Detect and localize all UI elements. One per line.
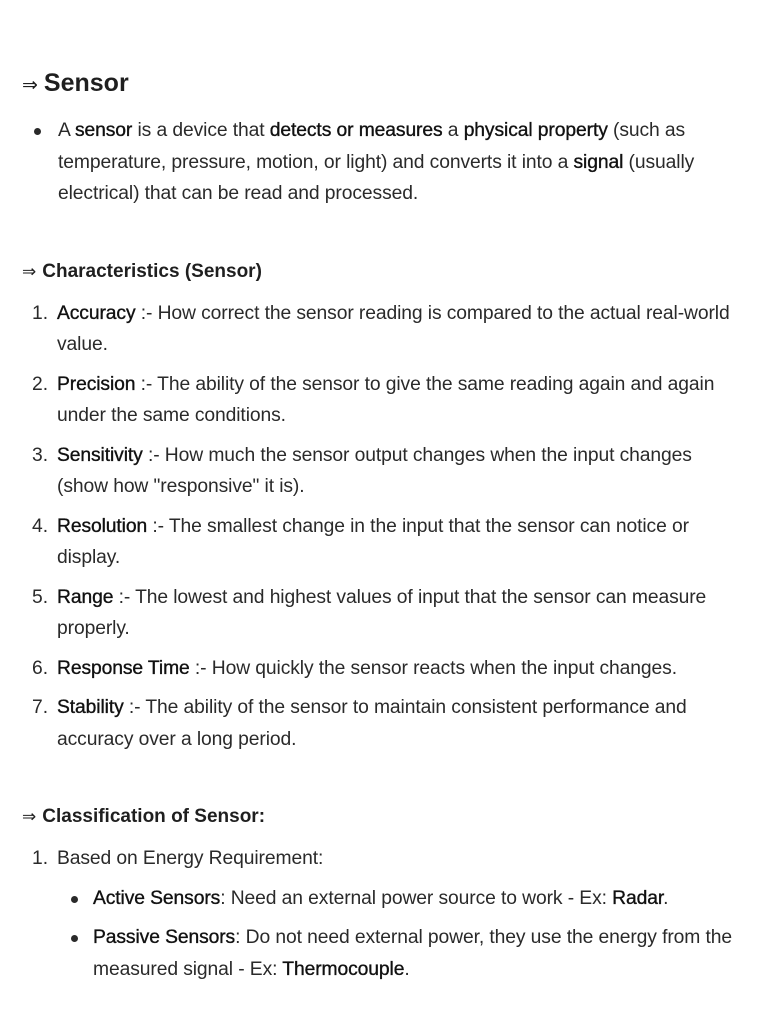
classification-list — [22, 843, 738, 985]
text: A — [58, 120, 75, 141]
text: . — [663, 887, 669, 909]
sub-list — [57, 883, 738, 986]
term: detects or measures — [269, 120, 443, 141]
text: (usually electrical) that can be read and processed. — [58, 151, 695, 204]
item-number: 1. — [32, 848, 49, 869]
list-item — [22, 298, 738, 361]
text: a — [442, 120, 464, 141]
heading-text: Classification of Sensor: — [42, 806, 266, 827]
description: :- The lowest and highest values of input that the sensor can measure properly. — [57, 586, 707, 639]
item-number: 1. — [32, 302, 49, 324]
term: signal — [573, 151, 624, 173]
description: :- How much the sensor output changes when the input changes (show how "responsive" it is). — [57, 444, 692, 497]
list-item — [22, 440, 738, 503]
section-heading-sensor — [22, 66, 738, 103]
section-heading-characteristics — [22, 258, 738, 286]
list-item — [22, 369, 738, 432]
item-label: Based on Energy Requirement: — [57, 848, 324, 869]
term: Stability — [57, 697, 124, 718]
sub-list-item — [57, 922, 738, 985]
term: physical property — [463, 120, 608, 141]
section-heading-classification — [22, 803, 738, 831]
description: :- The smallest change in the input that the sensor can notice or display. — [57, 515, 689, 568]
list-item — [22, 843, 738, 985]
term: Sensitivity — [57, 444, 143, 466]
text: is a device that — [132, 120, 270, 141]
description: : Do not need external power, they use the energy from the measured signal - Ex: — [93, 927, 732, 980]
term: Resolution — [57, 515, 148, 537]
term: Response Time — [57, 657, 190, 679]
definition-list — [22, 115, 738, 210]
list-item — [22, 653, 738, 685]
term: sensor — [74, 120, 133, 141]
term: Active Sensors — [93, 887, 221, 909]
list-item — [22, 692, 738, 755]
list-item — [22, 511, 738, 574]
sub-list-item — [57, 883, 738, 915]
heading-text: Characteristics (Sensor) — [42, 260, 262, 282]
sensor-definition — [22, 115, 738, 210]
term: Accuracy — [57, 302, 136, 324]
item-number: 5. — [32, 586, 49, 608]
term: Passive Sensors — [93, 927, 236, 948]
item-number: 2. — [32, 373, 49, 395]
description: :- How quickly the sensor reacts when the input changes. — [189, 657, 677, 679]
double-arrow-icon: ⇒ — [22, 807, 37, 826]
description: :- The ability of the sensor to maintain consistent performance and accuracy over a long period. — [57, 697, 687, 750]
item-number: 6. — [32, 657, 49, 679]
text: . — [404, 958, 410, 980]
description: : Need an external power source to work - Ex: — [220, 887, 613, 909]
heading-text: Sensor — [43, 69, 129, 97]
list-item — [22, 582, 738, 645]
description: :- The ability of the sensor to give the same reading again and again under the same conditions. — [57, 373, 715, 426]
item-number: 7. — [32, 697, 49, 718]
term: Range — [57, 586, 114, 608]
characteristics-list — [22, 298, 738, 756]
example: Thermocouple — [282, 958, 405, 980]
example: Radar — [612, 887, 664, 909]
item-number: 3. — [32, 444, 49, 466]
item-number: 4. — [32, 515, 49, 537]
description: :- How correct the sensor reading is compared to the actual real-world value. — [57, 302, 730, 355]
term: Precision — [57, 373, 136, 395]
text: (such as temperature, pressure, motion, or light) and converts it into a — [58, 120, 686, 173]
double-arrow-icon: ⇒ — [22, 75, 38, 96]
double-arrow-icon: ⇒ — [22, 261, 37, 281]
